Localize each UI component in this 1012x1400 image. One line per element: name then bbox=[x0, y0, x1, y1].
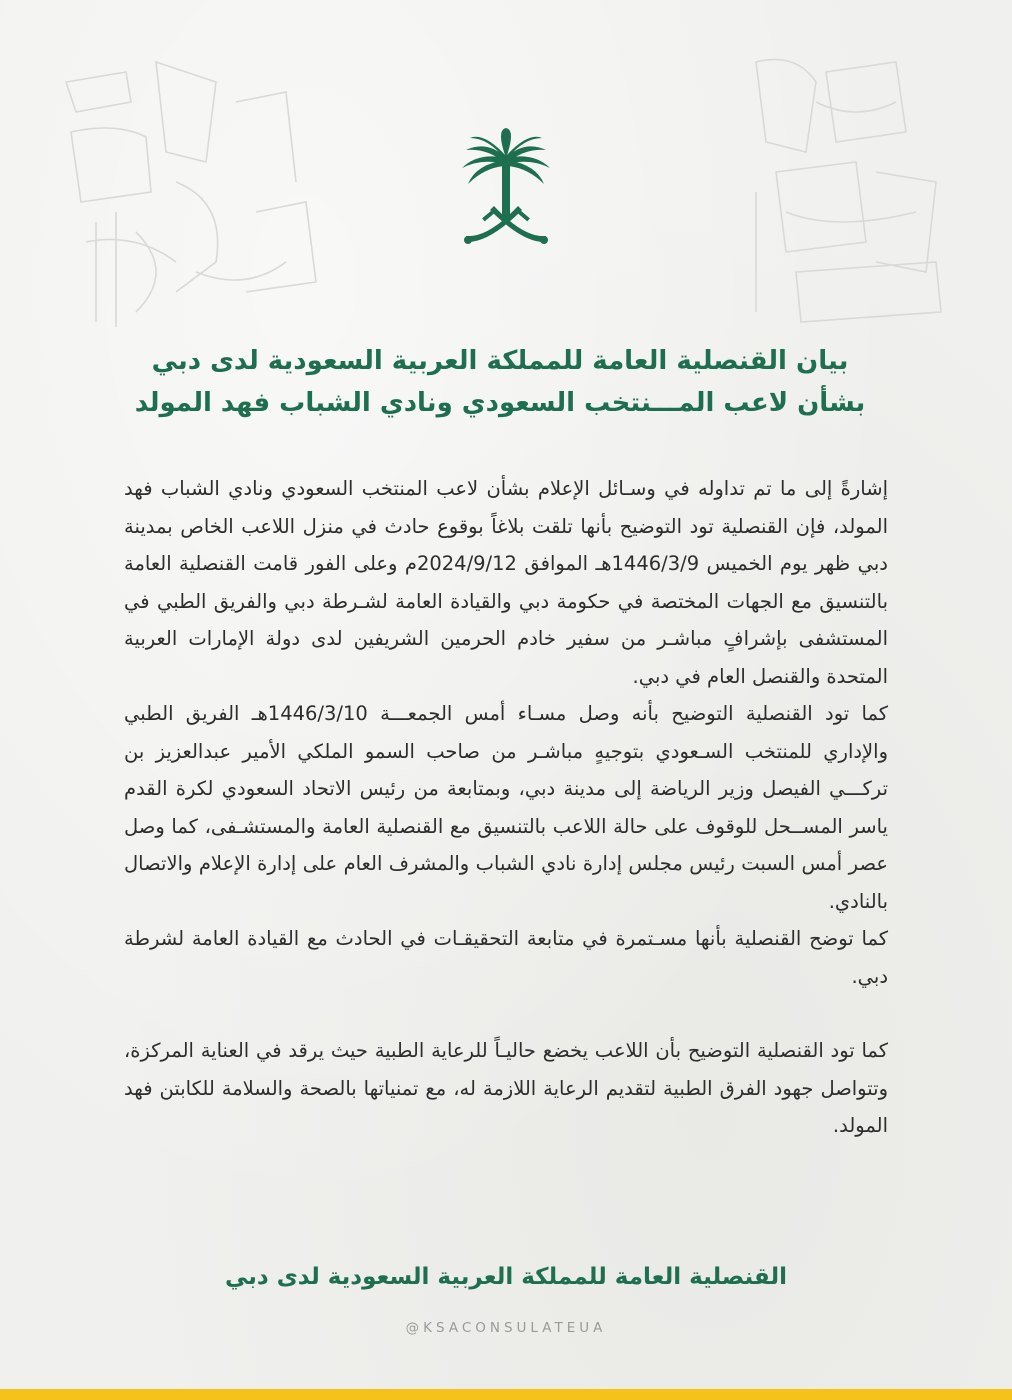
statement-title bbox=[120, 340, 880, 424]
title-line-2: بشأن لاعب المـــنتخب السعودي ونادي الشباب فهد المولد bbox=[134, 388, 866, 418]
body-paragraph-1: إشارةً إلى ما تم تداوله في وسـائل الإعلام بشأن لاعب المنتخب السعودي ونادي الشباب فهد المولد، فإن القنصلية تود التوضيح بأنها تلقت بلاغاً بوقوع حادث في منزل اللاعب الخاص بمدينة دبي ظهر يوم الخميس 1446/3/9هـ الموافق 2024/9/12م وعلى الفور قامت القنصلية العامة بالتنسيق مع الجهات المختصة في حكومة دبي والقيادة العامة لشـرطة دبي والفريق الطبي في المستشفى بإشرافٍ مباشـر من سفير خادم الحرمين الشريفين لدى دولة الإمارات العربية المتحدة والقنصل العام في دبي. bbox=[124, 477, 888, 688]
statement-body bbox=[124, 470, 888, 1145]
watermark-right bbox=[756, 60, 941, 323]
social-handle: @KSACONSULATEUA bbox=[405, 1320, 607, 1336]
saudi-emblem-icon bbox=[458, 128, 554, 246]
watermark-left bbox=[66, 62, 316, 327]
closing-paragraph: كما تود القنصلية التوضيح بأن اللاعب يخضع حاليـاً للرعاية الطبية حيث يرقد في العناية المركزة، وتتواصل جهود الفرق الطبية لتقديم الرعاية اللازمة له، مع تمنياتها بالصحة والسلامة للكابتن فهد المولد. bbox=[124, 1039, 888, 1137]
body-paragraph-2: كما تود القنصلية التوضيح بأنه وصل مسـاء أمس الجمعـــة 1446/3/10هـ الفريق الطبي والإداري للمنتخب السـعودي بتوجيهٍ مباشـر من صاحب السمو الملكي الأمير عبدالعزيز بن تركـــي الفيصل وزير الرياضة إلى مدينة دبي، وبمتابعة من رئيس الاتحاد السعودي لكرة القدم ياسر المســحل للوقوف على حالة اللاعب بالتنسيق مع القنصلية العامة والمستشـفى، كما وصل عصر أمس السبت رئيس مجلس إدارة نادي الشباب والمشرف العام على إدارة الإعلام والاتصال بالنادي. bbox=[124, 702, 888, 913]
body-paragraph-3: كما توضح القنصلية بأنها مسـتمرة في متابعة التحقيقـات في الحادث مع القيادة العامة لشرطة دبي. bbox=[124, 927, 888, 988]
bottom-accent-bar bbox=[0, 1389, 1012, 1400]
title-line-1: بيان القنصلية العامة للمملكة العربية السعودية لدى دبي bbox=[151, 346, 849, 376]
consulate-signature: القنصلية العامة للمملكة العربية السعودية لدى دبي bbox=[224, 1264, 787, 1290]
